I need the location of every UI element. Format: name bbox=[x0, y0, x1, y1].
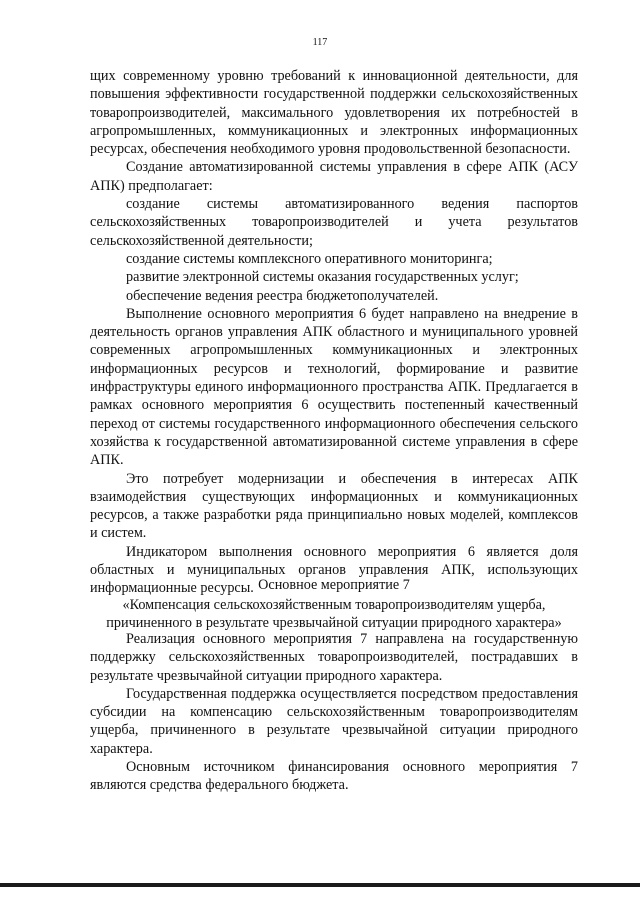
section-subtitle: «Компенсация сельскохозяйственным товаропроизводителям ущерба, причиненного в результате чрезвычайной ситуации природного характера» bbox=[106, 597, 562, 632]
list-item-registry: обеспечение ведения реестра бюджетополучателей. bbox=[126, 287, 439, 304]
paragraph-asu-apk-intro: Создание автоматизированной системы управления в сфере АПК (АСУ АПК) предполагает: bbox=[90, 159, 578, 194]
paragraph-indicator: Индикатором выполнения основного мероприятия 6 является доля областных и муниципальных органов управления АПК, использующих информационные ресурсы. bbox=[90, 543, 578, 597]
paragraph-funding: Основным источником финансирования основного мероприятия 7 являются средства федерального бюджета. bbox=[90, 759, 578, 794]
list-item-monitoring: создание системы комплексного оперативного мониторинга; bbox=[126, 250, 493, 267]
section-title: Основное мероприятие 7 bbox=[258, 577, 410, 593]
paragraph-modernization: Это потребует модернизации и обеспечения в интересах АПК взаимодействия существующих информационных и коммуникационных ресурсов, а также разработки ряда принципиально новых моделей, комплексов и систем. bbox=[90, 470, 578, 542]
body-text bbox=[90, 67, 578, 598]
section-body bbox=[90, 630, 578, 795]
list-item-passports: создание системы автоматизированного ведения паспортов сельскохозяйственных товаропроизводителей и учета результатов сельскохозяйственной деятельности; bbox=[90, 196, 578, 249]
paragraph-measure-6: Выполнение основного мероприятия 6 будет направлено на внедрение в деятельность органов управления АПК областного и муниципального уровней современных агропромышленных коммуникационных и электронных информационных ресурсов и технологий, формирование и развитие инфраструктуры единого информационного пространства АПК. Предлагается в рамках основного мероприятия 6 осуществить постепенный качественный переход от системы государственного информационного обеспечения сельского хозяйства к государственной автоматизированной системе управления в сфере АПК. bbox=[90, 305, 578, 469]
page-bottom-rule bbox=[0, 883, 640, 887]
paragraph-measure-7: Реализация основного мероприятия 7 направлена на государственную поддержку сельскохозяйственных товаропроизводителей, пострадавших в результате чрезвычайной ситуации природного характера. bbox=[90, 631, 578, 684]
list-item-e-services: развитие электронной системы оказания государственных услуг; bbox=[126, 269, 519, 286]
page-number: 117 bbox=[312, 37, 328, 48]
paragraph-continuation: щих современному уровню требований к инновационной деятельности, для повышения эффективности государственной поддержки сельскохозяйственных товаропроизводителей, максимального удовлетворения их потребностей в агропромышленных, коммуникационных и электронных информационных ресурсах, обеспечения необходимого уровня продовольственной безопасности. bbox=[90, 68, 578, 158]
paragraph-state-support: Государственная поддержка осуществляется посредством предоставления субсидии на компенсацию сельскохозяйственным товаропроизводителям ущерба, причиненного в результате чрезвычайной ситуации природного характера. bbox=[90, 685, 578, 757]
